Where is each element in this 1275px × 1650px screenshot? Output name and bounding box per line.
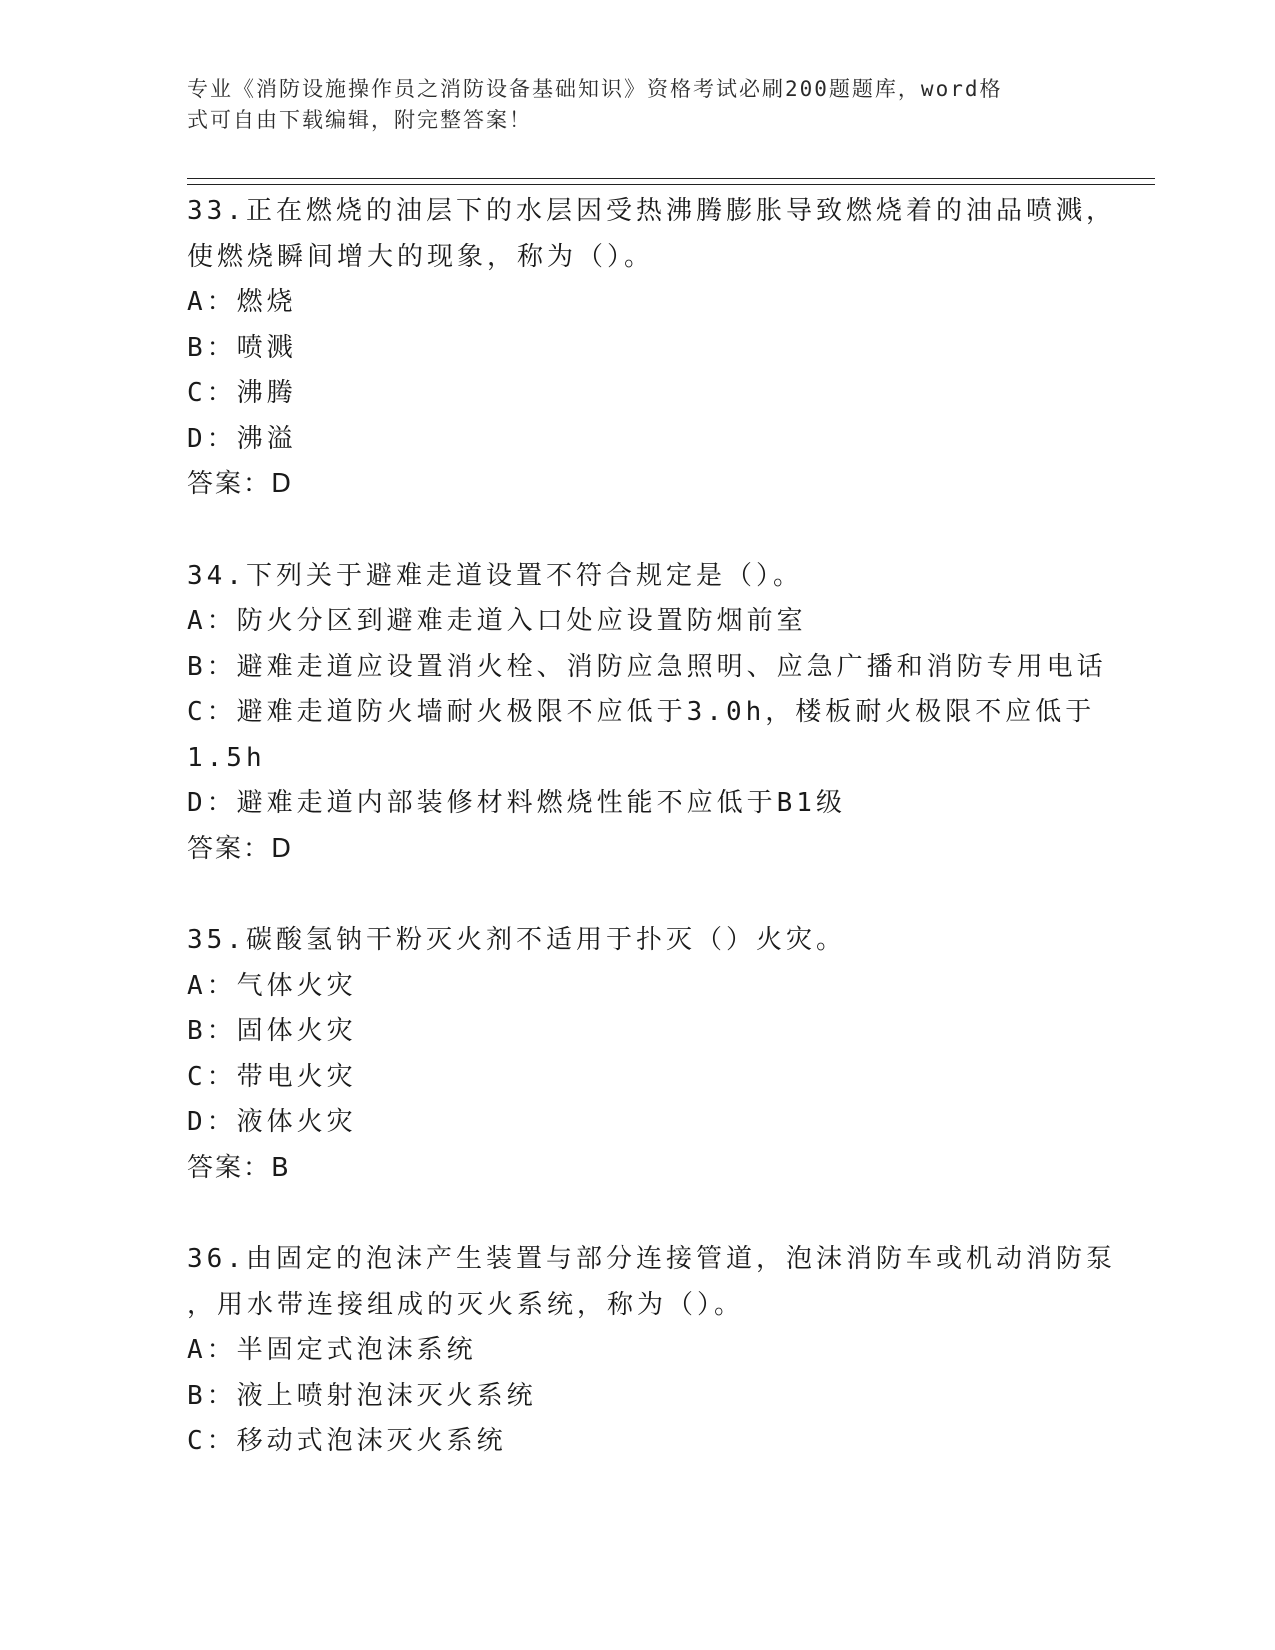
spacer bbox=[187, 508, 1087, 554]
question-35 bbox=[187, 918, 1087, 1191]
option-c: C：带电火灾 bbox=[187, 1061, 357, 1092]
option-b: B：避难走道应设置消火栓、消防应急照明、应急广播和消防专用电话 bbox=[187, 651, 1107, 682]
option-d: D：液体火灾 bbox=[187, 1107, 357, 1137]
spacer bbox=[187, 872, 1087, 918]
question-stem: 33.正在燃烧的油层下的水层因受热沸腾膨胀导致燃烧着的油品喷溅， bbox=[187, 196, 1116, 226]
header-divider-bottom bbox=[187, 184, 1155, 185]
question-stem: 34.下列关于避难走道设置不符合规定是（）。 bbox=[187, 560, 803, 591]
header-line-1: 专业《消防设施操作员之消防设备基础知识》资格考试必刷200题题库，word格 bbox=[187, 77, 1003, 101]
answer: 答案：D bbox=[187, 833, 294, 864]
question-33 bbox=[187, 189, 1116, 508]
question-36 bbox=[187, 1237, 1116, 1465]
spacer bbox=[187, 1191, 1087, 1237]
option-b: B：液上喷射泡沫灭火系统 bbox=[187, 1380, 537, 1411]
question-stem: ，用水带连接组成的灭火系统，称为（）。 bbox=[187, 1289, 745, 1320]
answer: 答案：D bbox=[187, 469, 294, 499]
question-stem: 36.由固定的泡沫产生装置与部分连接管道，泡沫消防车或机动消防泵 bbox=[187, 1244, 1116, 1274]
answer: 答案：B bbox=[187, 1152, 291, 1183]
option-a: A：半固定式泡沫系统 bbox=[187, 1335, 477, 1365]
question-stem: 35.碳酸氢钠干粉灭火剂不适用于扑灭（）火灾。 bbox=[187, 925, 846, 955]
option-d: D：沸溢 bbox=[187, 423, 297, 454]
document-header bbox=[187, 74, 1067, 136]
header-divider-top bbox=[187, 178, 1155, 179]
option-b: B：喷溅 bbox=[187, 332, 297, 363]
option-d: D：避难走道内部装修材料燃烧性能不应低于B1级 bbox=[187, 788, 846, 818]
option-c-continued: 1.5h bbox=[187, 742, 266, 773]
option-c: C：沸腾 bbox=[187, 378, 297, 408]
option-a: A：燃烧 bbox=[187, 287, 297, 317]
option-c: C：避难走道防火墙耐火极限不应低于3.0h，楼板耐火极限不应低于 bbox=[187, 697, 1096, 727]
option-a: A：气体火灾 bbox=[187, 970, 357, 1001]
question-stem: 使燃烧瞬间增大的现象，称为（）。 bbox=[187, 241, 655, 272]
question-list bbox=[187, 189, 1116, 1465]
header-line-2: 式可自由下载编辑，附完整答案！ bbox=[187, 108, 532, 132]
option-c: C：移动式泡沫灭火系统 bbox=[187, 1426, 507, 1456]
question-34 bbox=[187, 554, 1107, 873]
option-a: A：防火分区到避难走道入口处应设置防烟前室 bbox=[187, 606, 807, 636]
option-b: B：固体火灾 bbox=[187, 1016, 357, 1046]
